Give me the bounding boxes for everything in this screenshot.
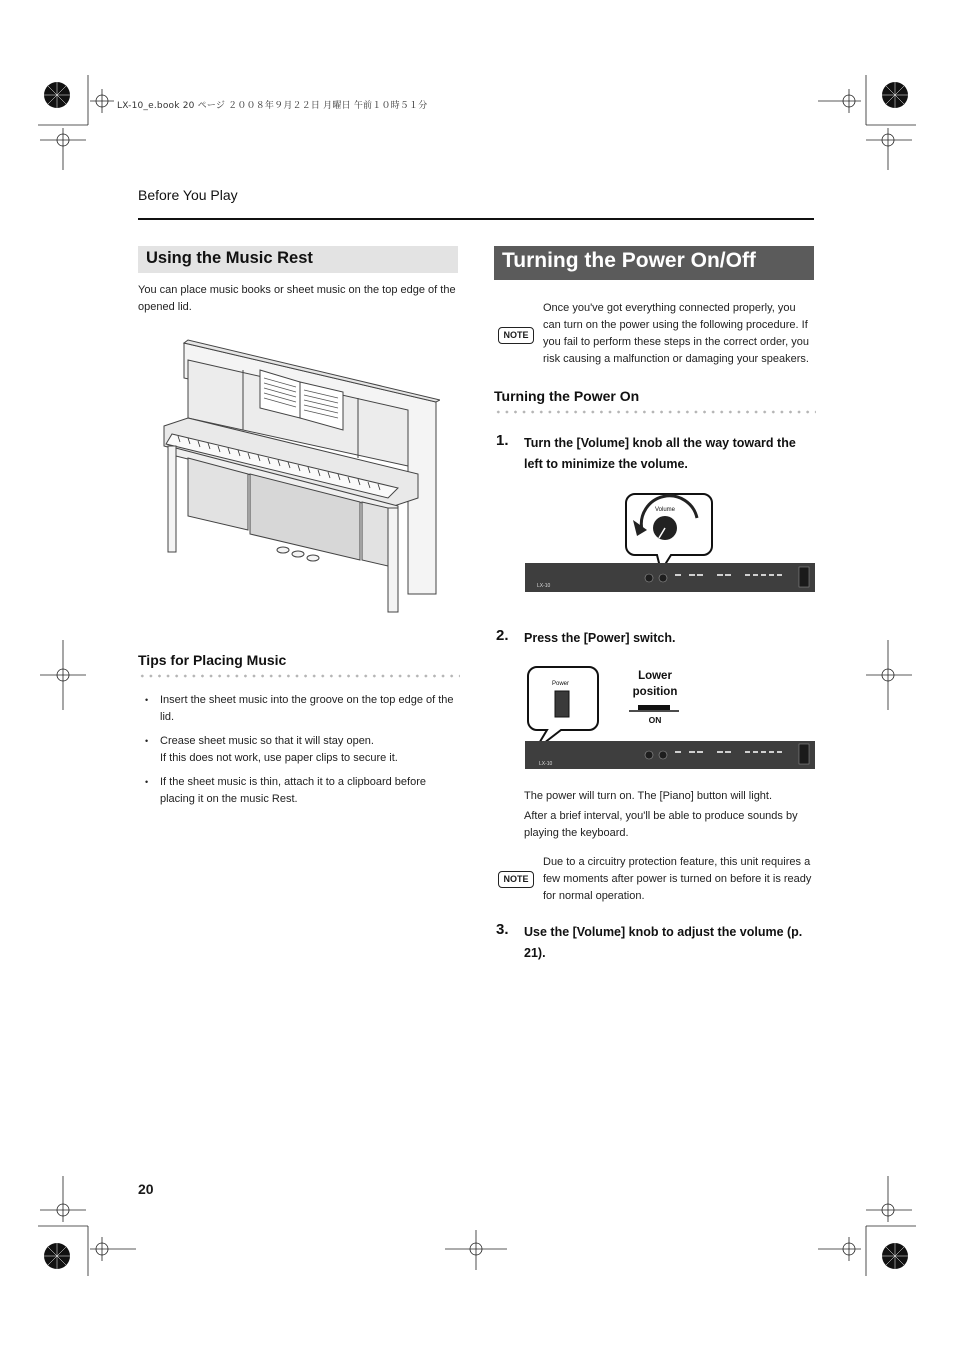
- power-on-title: Turning the Power On: [494, 388, 640, 404]
- panel-model-label: LX-10: [537, 583, 551, 589]
- step-3-number: 3.: [496, 921, 509, 938]
- lower-position-label: Lower position: [632, 670, 678, 698]
- power-switch-label: Power: [552, 681, 570, 687]
- step-1-text: Turn the [Volume] knob all the way toward the left to minimize the volume.: [524, 436, 796, 471]
- tips-title: Tips for Placing Music: [138, 652, 287, 668]
- header-rule: [138, 218, 814, 220]
- note-badge: NOTE: [498, 871, 534, 888]
- step-1-number: 1.: [496, 432, 509, 449]
- power-result-text: The power will turn on. The [Piano] button will light.: [524, 790, 773, 802]
- tips-divider: [138, 674, 460, 678]
- music-rest-section-title: [138, 246, 458, 273]
- volume-knob-label: Volume: [655, 507, 676, 513]
- music-rest-title-text: Using the Music Rest: [146, 249, 313, 267]
- print-slug: LX-10_e.book 20 ページ ２００８年９月２２日 月曜日 午前１０時５１分: [117, 101, 428, 111]
- power-on-divider: [494, 410, 816, 414]
- power-interval-text: After a brief interval, you'll be able to produce sounds by playing the keyboard.: [524, 810, 798, 839]
- page-number: 20: [138, 1181, 154, 1197]
- list-item: • Insert the sheet music into the groove on the top edge of the lid.: [138, 692, 460, 726]
- on-label: ON: [648, 715, 662, 725]
- note-text-2: Due to a circuitry protection feature, this unit requires a few moments after power is turned on before it is ready for normal operation.: [543, 856, 812, 902]
- tips-list: [138, 692, 460, 815]
- power-title-text: Turning the Power On/Off: [502, 249, 756, 272]
- panel-model-label: LX-10: [539, 761, 553, 767]
- step-3-text: Use the [Volume] knob to adjust the volume (p. 21).: [524, 925, 803, 960]
- piano-illustration: [158, 338, 440, 618]
- power-diagram: [525, 665, 815, 771]
- running-header: Before You Play: [138, 187, 238, 203]
- note-badge: NOTE: [498, 327, 534, 344]
- note-text-1: Once you've got everything connected properly, you can turn on the power using the following procedure. If you fail to perform these steps in the correct order, you risk causing a malfunction or damaging your speakers.: [543, 302, 809, 365]
- list-item: • If the sheet music is thin, attach it to a clipboard before placing it on the music Rest.: [138, 774, 460, 808]
- power-section-title: [494, 246, 814, 280]
- step-2-number: 2.: [496, 627, 509, 644]
- list-item: [138, 733, 460, 767]
- volume-diagram: [525, 492, 815, 594]
- tip-text: If this does not work, use paper clips to secure it.: [160, 752, 398, 764]
- tip-text: Crease sheet music so that it will stay open.: [160, 735, 374, 747]
- step-2-text: Press the [Power] switch.: [524, 631, 676, 645]
- music-rest-intro: You can place music books or sheet music on the top edge of the opened lid.: [138, 284, 456, 313]
